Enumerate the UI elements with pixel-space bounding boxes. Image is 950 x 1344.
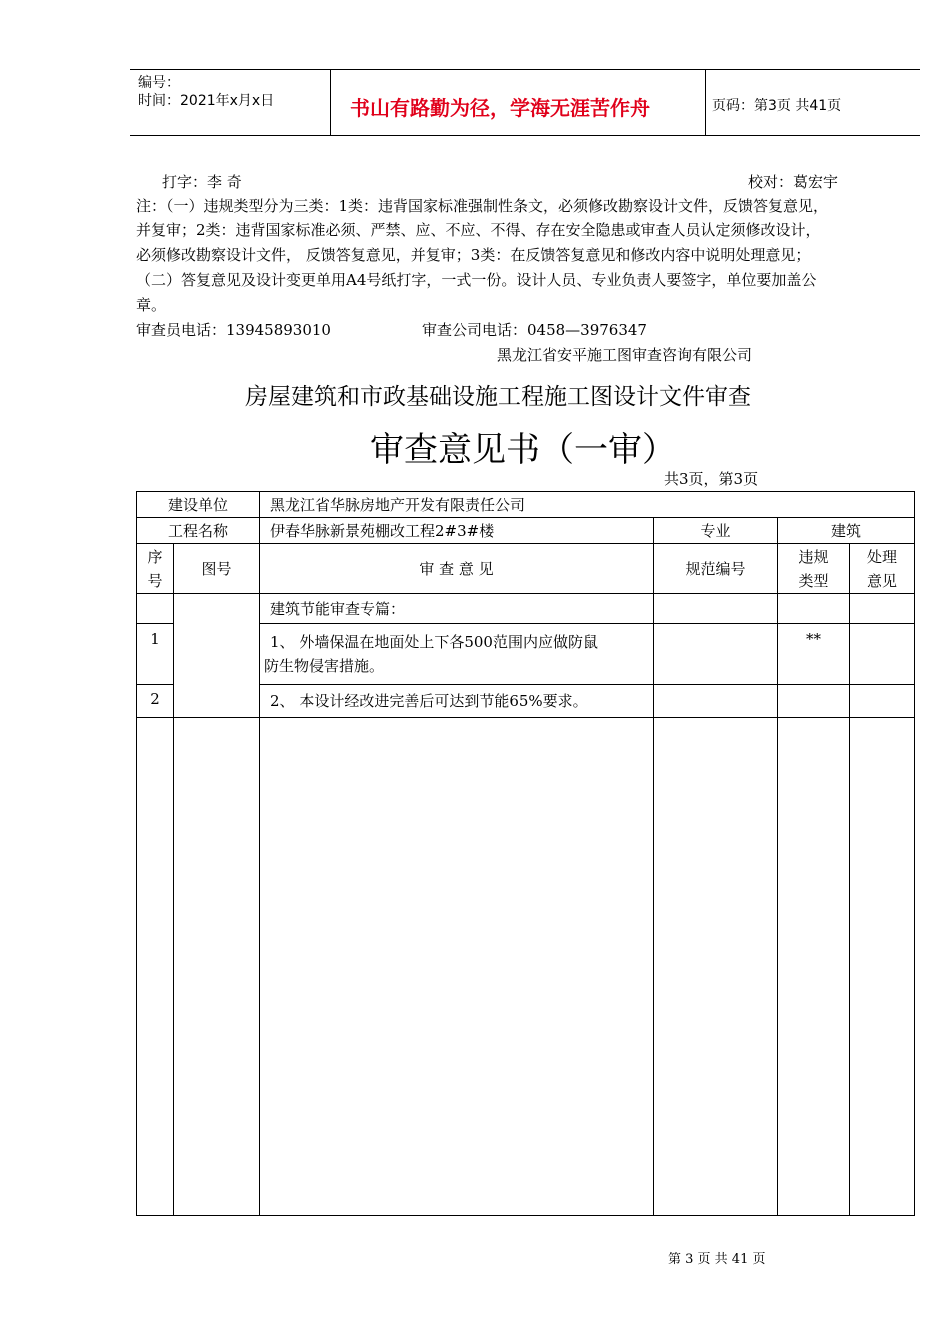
- empty-row: [137, 718, 915, 1216]
- col-no-header-line-1: 序: [147, 547, 163, 566]
- proofreader: 校对：葛宏宇: [748, 173, 839, 191]
- company-name: 黑龙江省安平施工图审查咨询有限公司: [497, 346, 753, 364]
- section-code-cell: [654, 594, 778, 624]
- page-count: 共3页，第3页: [664, 470, 759, 488]
- typist: 打字：李 奇: [162, 173, 242, 191]
- row-no: 1: [137, 624, 174, 685]
- empty-cell: [778, 718, 850, 1216]
- page-indicator: 页码：第3页 共41页: [712, 98, 842, 114]
- row-opinion-line-2: 防生物侵害措施。: [264, 657, 385, 675]
- company-phone: 审查公司电话：0458—3976347: [422, 321, 647, 339]
- section-title: 建筑节能审查专篇：: [260, 594, 654, 624]
- col-type-header: [778, 544, 850, 594]
- col-handle-header: [850, 544, 915, 594]
- project-value: 伊春华脉新景苑棚改工程2#3#楼: [260, 518, 654, 544]
- note-line-4: （二）答复意见及设计变更单用A4号纸打字，一式一份。设计人员、专业负责人要签字，单位要加盖公: [136, 271, 817, 289]
- header-motto: 书山有路勤为径，学海无涯苦作舟: [350, 96, 650, 120]
- drawing-merged-cell: [174, 594, 260, 718]
- document-subtitle: 审查意见书（一审）: [370, 430, 676, 470]
- row-opinion: [260, 624, 654, 685]
- row-handle: [850, 624, 915, 685]
- header-top-rule: [130, 69, 920, 70]
- col-code-header: 规范编号: [654, 544, 778, 594]
- row-code: [654, 685, 778, 718]
- row-code: [654, 624, 778, 685]
- section-type-cell: [778, 594, 850, 624]
- empty-cell: [260, 718, 654, 1216]
- col-no-header-line-2: 号: [147, 571, 163, 590]
- section-no-cell: [137, 594, 174, 624]
- empty-cell: [137, 718, 174, 1216]
- row-opinion-line-1: 1、 外墙保温在地面处上下各500范围内应做防鼠: [270, 633, 598, 651]
- header-bottom-rule: [130, 135, 920, 136]
- review-table: [136, 491, 915, 1216]
- note-line-2: 并复审；2类：违背国家标准必须、严禁、应、不应、不得、存在安全隐患或审查人员认定须修改设计，: [136, 221, 821, 239]
- unit-row: [137, 492, 915, 518]
- section-row: [137, 594, 915, 624]
- page-footer: 第 3 页 共 41 页: [668, 1252, 766, 1267]
- note-line-1: 注：（一）违规类型分为三类：1类：违背国家标准强制性条文，必须修改勘察设计文件，反馈答复意见，: [136, 197, 829, 215]
- col-handle-header-line-2: 意见: [867, 571, 898, 590]
- document-title: 房屋建筑和市政基础设施工程施工图设计文件审查: [245, 384, 751, 410]
- empty-cell: [654, 718, 778, 1216]
- col-opinion-header: 审 查 意 见: [260, 544, 654, 594]
- unit-value: 黑龙江省华脉房地产开发有限责任公司: [260, 492, 915, 518]
- major-label: 专业: [654, 518, 778, 544]
- reviewer-phone: 审查员电话：13945893010: [136, 321, 331, 339]
- row-violation-type: [778, 685, 850, 718]
- column-header-row: [137, 544, 915, 594]
- row-opinion: 2、 本设计经改进完善后可达到节能65%要求。: [260, 685, 654, 718]
- empty-cell: [850, 718, 915, 1216]
- date-label: 时间：2021年x月x日: [138, 93, 275, 109]
- note-line-3: 必须修改勘察设计文件， 反馈答复意见，并复审；3类：在反馈答复意见和修改内容中说明处理意见；: [136, 246, 811, 264]
- col-drawing-header: 图号: [174, 544, 260, 594]
- col-type-header-line-2: 类型: [798, 571, 829, 590]
- header-divider-right: [705, 69, 706, 135]
- header-divider-left: [330, 69, 331, 135]
- major-value: 建筑: [778, 518, 915, 544]
- col-type-header-line-1: 违规: [798, 547, 829, 566]
- row-violation-type: **: [778, 624, 850, 685]
- unit-label: 建设单位: [137, 492, 260, 518]
- row-handle: [850, 685, 915, 718]
- project-row: [137, 518, 915, 544]
- col-handle-header-line-1: 处理: [867, 547, 898, 566]
- code-label: 编号：: [138, 75, 180, 91]
- row-no: 2: [137, 685, 174, 718]
- project-label: 工程名称: [137, 518, 260, 544]
- section-handle-cell: [850, 594, 915, 624]
- col-no-header: [137, 544, 174, 594]
- note-line-5: 章。: [136, 296, 167, 314]
- empty-cell: [174, 718, 260, 1216]
